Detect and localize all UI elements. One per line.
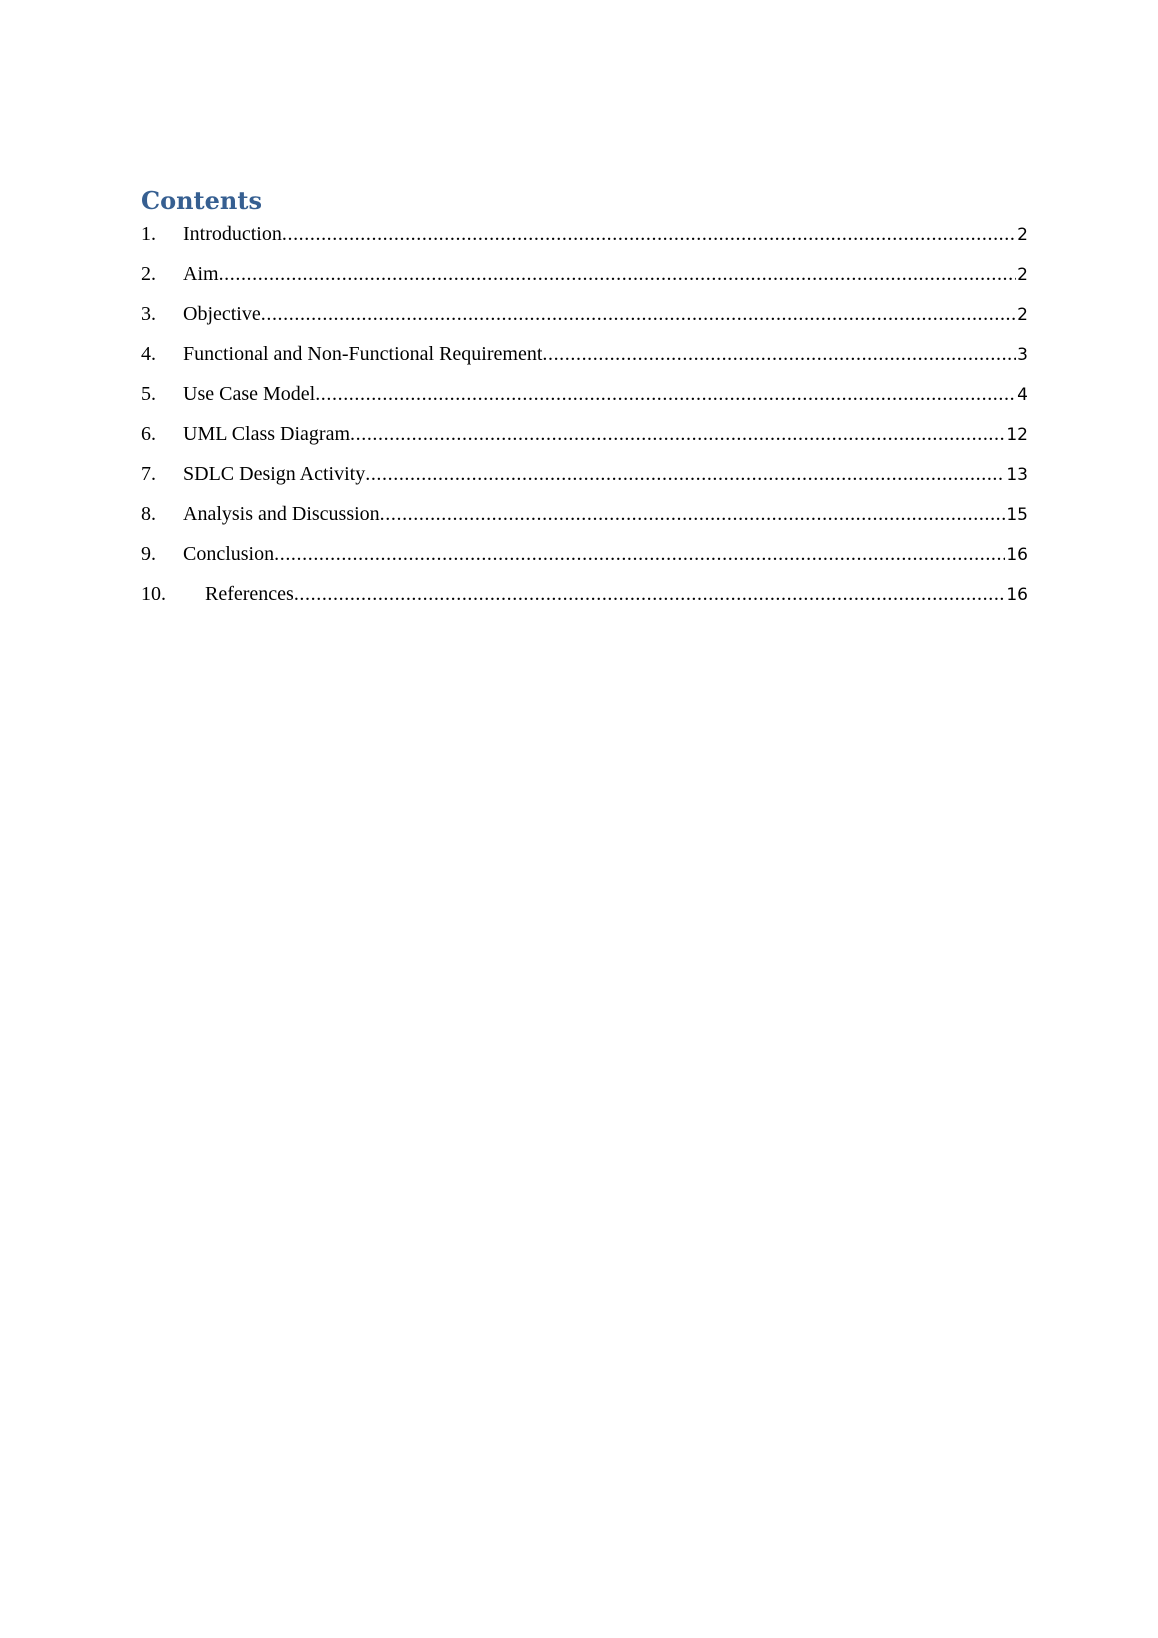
toc-dot-leader: [274, 542, 1005, 566]
toc-entry-number: 7.: [141, 463, 156, 485]
toc-entry-page: 2: [1017, 225, 1028, 245]
toc-entry-page: 2: [1017, 265, 1028, 285]
toc-dot-leader: [294, 582, 1006, 606]
toc-entry-label: Conclusion: [183, 543, 275, 565]
toc-entry-number: 9.: [141, 543, 156, 565]
toc-entry-label: Aim: [183, 263, 219, 285]
toc-entry-sdlc-design-activity[interactable]: [141, 462, 1028, 502]
toc-entry-uml-class-diagram[interactable]: [141, 422, 1028, 462]
toc-dot-leader: [365, 462, 1005, 486]
toc-entry-label: Introduction: [183, 223, 282, 245]
toc-entry-label: UML Class Diagram: [183, 423, 351, 445]
toc-entry-introduction[interactable]: [141, 222, 1028, 262]
toc-heading: Contents: [141, 186, 262, 215]
toc-entry-conclusion[interactable]: [141, 542, 1028, 582]
table-of-contents: [141, 184, 1028, 622]
toc-entry-page: 16: [1006, 585, 1028, 605]
toc-entry-page: 12: [1006, 425, 1028, 445]
toc-dot-leader: [261, 302, 1016, 326]
toc-entry-number: 5.: [141, 383, 156, 405]
toc-entry-label: Functional and Non-Functional Requirement: [183, 343, 543, 365]
toc-entry-label: References: [205, 583, 294, 605]
toc-entry-page: 2: [1017, 305, 1028, 325]
toc-dot-leader: [350, 422, 1005, 446]
toc-entry-page: 15: [1006, 505, 1028, 525]
toc-entry-page: 3: [1017, 345, 1028, 365]
toc-entry-number: 2.: [141, 263, 156, 285]
toc-entry-aim[interactable]: [141, 262, 1028, 302]
toc-entry-number: 1.: [141, 223, 156, 245]
toc-entry-objective[interactable]: [141, 302, 1028, 342]
toc-entry-requirements[interactable]: [141, 342, 1028, 382]
toc-dot-leader: [282, 222, 1016, 246]
toc-entry-number: 6.: [141, 423, 156, 445]
toc-entry-references[interactable]: [141, 582, 1028, 622]
toc-entry-use-case-model[interactable]: [141, 382, 1028, 422]
toc-dot-leader: [380, 502, 1006, 526]
toc-entry-label: Use Case Model: [183, 383, 316, 405]
toc-list: [141, 222, 1028, 622]
toc-entry-number: 8.: [141, 503, 156, 525]
toc-entry-page: 4: [1017, 385, 1028, 405]
toc-entry-label: Analysis and Discussion: [183, 503, 380, 525]
toc-entry-analysis-discussion[interactable]: [141, 502, 1028, 542]
toc-entry-number: 3.: [141, 303, 156, 325]
toc-dot-leader: [315, 382, 1016, 406]
toc-dot-leader: [542, 342, 1016, 366]
toc-entry-number: 4.: [141, 343, 156, 365]
toc-entry-number: 10.: [141, 583, 166, 605]
toc-entry-page: 16: [1006, 545, 1028, 565]
toc-entry-label: SDLC Design Activity: [183, 463, 366, 485]
toc-dot-leader: [219, 262, 1017, 286]
toc-entry-page: 13: [1006, 465, 1028, 485]
toc-entry-label: Objective: [183, 303, 261, 325]
